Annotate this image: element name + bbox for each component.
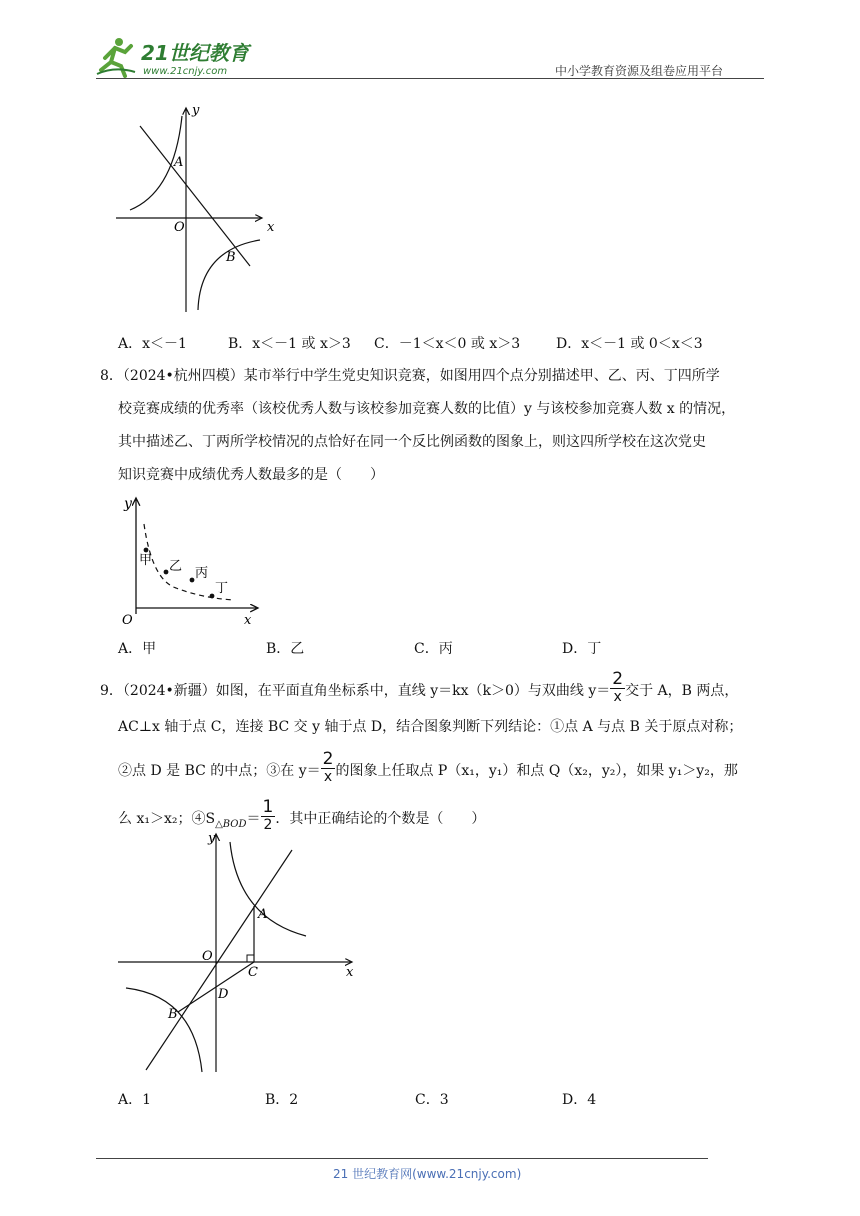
q9-option-a: A．1 [118, 1092, 152, 1108]
fraction-2-over-x: $\frac{2}{x}$ [612, 669, 624, 705]
q7-figure [112, 100, 282, 319]
q9-option-b: B．2 [265, 1092, 299, 1108]
point-ding-label: 丁 [215, 581, 229, 596]
q9-line-3: ②点 D 是 BC 的中点；③在 y＝ $\frac{2}{x}$ 的图象上任取点 P（x₁，y₁）和点 Q（x₂，y₂），如果 y₁＞y₂，那 [118, 749, 738, 785]
q8-option-a: A．甲 [118, 641, 157, 657]
q8-line-3: 其中描述乙、丁两所学校情况的点恰好在同一个反比例函数的图象上，则这四所学校在这次党史 [118, 434, 706, 450]
origin-label: O [122, 613, 133, 628]
point-ding [210, 594, 215, 599]
q7-option-b: B．x＜－1 或 x＞3 [228, 336, 351, 352]
q7-option-c: C．－1＜x＜0 或 x＞3 [374, 336, 521, 352]
footer-link[interactable]: 21 世纪教育网(www.21cnjy.com) [333, 1167, 522, 1181]
q8-line-1: 8．（2024•杭州四模）某市举行中学生党史知识竞赛，如图用四个点分别描述甲、乙、丙、丁四所学 [100, 368, 720, 384]
site-logo [95, 36, 257, 80]
point-bing [190, 578, 195, 583]
q8-line-4: 知识竞赛中成绩优秀人数最多的是（ ） [118, 467, 384, 483]
q9-line-4: 么 x₁＞x₂；$④S_{\triangle BOD}=$ $\frac{1}{2}$ ．其中正确结论的个数是（ ） [118, 797, 486, 833]
q8-line-2: 校竞赛成绩的优秀率（该校优秀人数与该校参加竞赛人数的比值）y 与该校参加竞赛人数 x 的情况， [118, 401, 736, 417]
q9-figure [114, 826, 364, 1080]
q9-line-2: AC⊥x 轴于点 C，连接 BC 交 y 轴于点 D，结合图象判断下列结论：①点 A 与点 B 关于原点对称； [118, 719, 743, 735]
x-axis-label: x [244, 613, 252, 628]
runner-logo-icon [97, 38, 135, 76]
point-bing-label: 丙 [195, 566, 209, 581]
q7-option-a: A．x＜－1 [118, 336, 187, 352]
point-jia-label: 甲 [139, 553, 153, 568]
logo-url: www.21cnjy.com [143, 66, 228, 77]
origin-label: O [174, 220, 185, 235]
q8-figure [112, 490, 272, 634]
point-a-label: A [174, 155, 184, 170]
y-axis-label: y [124, 496, 132, 512]
origin-label: O [202, 949, 213, 964]
point-d-label: D [218, 987, 229, 1002]
site-name: 中小学教育资源及组卷应用平台 [555, 64, 724, 78]
point-b-label: B [168, 1007, 178, 1022]
q9-option-c: C．3 [415, 1092, 449, 1108]
point-c-label: C [248, 965, 258, 980]
q8-option-b: B．乙 [266, 641, 305, 657]
q8-option-c: C．丙 [414, 641, 453, 657]
point-yi [164, 570, 169, 575]
x-axis-label: x [346, 965, 354, 980]
q8-option-d: D．丁 [562, 641, 602, 657]
point-b-label: B [226, 250, 236, 265]
footer-divider [96, 1158, 708, 1159]
point-a-label: A [258, 907, 268, 922]
x-axis-label: x [267, 220, 275, 235]
fraction-2-over-x: $\frac{2}{x}$ [322, 749, 334, 785]
point-jia [144, 548, 149, 553]
point-yi-label: 乙 [169, 559, 183, 574]
q9-option-d: D．4 [562, 1092, 597, 1108]
q7-option-d: D．x＜－1 或 0＜x＜3 [556, 336, 703, 352]
fraction-one-half: $\frac{1}{2}$ [262, 797, 274, 833]
y-axis-label: y [192, 103, 200, 118]
y-axis-label: y [208, 831, 216, 846]
header-divider [96, 78, 764, 79]
q9-line-1: 9．（2024•新疆）如图，在平面直角坐标系中，直线 y＝kx（k＞0）与双曲线 y＝ $\frac{2}{x}$ 交于 A，B 两点， [100, 669, 739, 705]
logo-text: 21世纪教育 [141, 41, 249, 65]
